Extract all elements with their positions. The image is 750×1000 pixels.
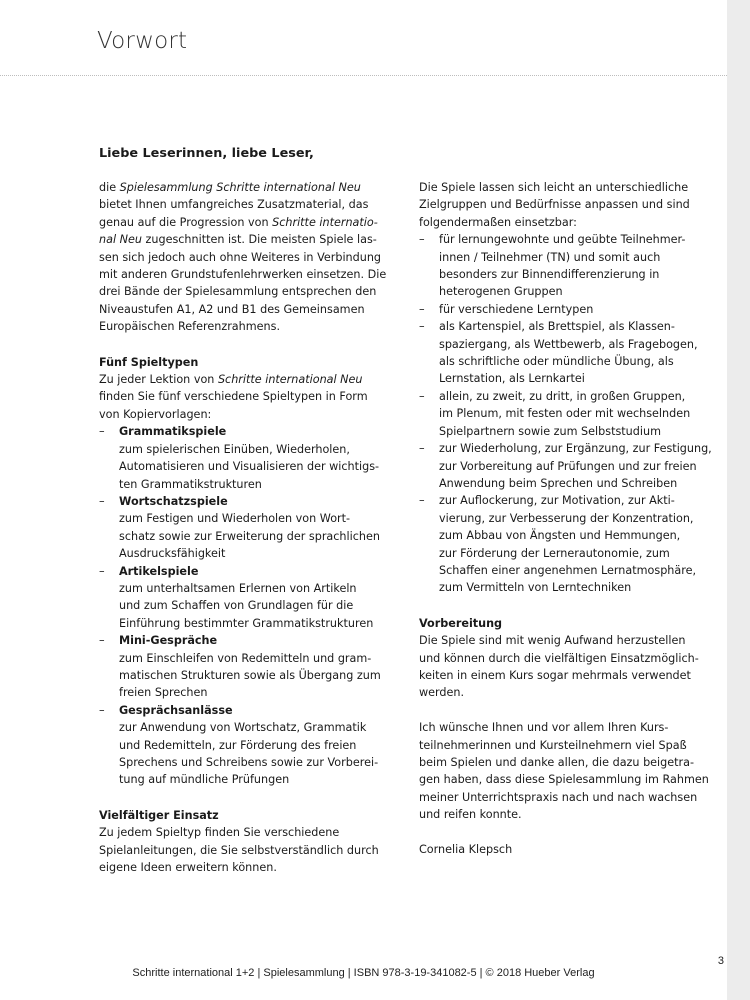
spieltyp-name: Artikelspiele xyxy=(119,564,199,578)
spieltyp-name: Gesprächsanlässe xyxy=(119,703,233,717)
usage-item xyxy=(419,301,709,318)
signature: Cornelia Klepsch xyxy=(419,843,513,856)
text-line: Schaffen einer angenehmen Lernatmosphäre, xyxy=(439,563,697,577)
text-line: Spielanleitungen, die Sie selbstverständlich durch xyxy=(99,843,379,857)
text-line: Die Spiele sind mit wenig Aufwand herzustellen xyxy=(419,634,686,648)
dash-bullet: – xyxy=(419,494,425,508)
spieltyp-item xyxy=(99,632,385,702)
usage-item xyxy=(419,440,712,492)
text-line: Zu jeder Lektion von Schritte international Neu xyxy=(99,373,363,387)
spieltyp-name: Mini-Gespräche xyxy=(119,634,218,648)
text-line: zur Förderung der Lernerautonomie, zum xyxy=(439,546,670,560)
text-line: Anwendung beim Sprechen und Schreiben xyxy=(439,476,678,490)
text-line: zur Anwendung von Wortschatz, Grammatik xyxy=(119,721,367,735)
page-margin-strip xyxy=(727,0,750,1000)
right-column xyxy=(419,179,712,858)
text-line: meiner Unterrichtspraxis nach und nach wachsen xyxy=(419,790,698,804)
text-line: keiten in einem Kurs sogar mehrmals verwendet xyxy=(419,668,691,682)
spieltyp-item xyxy=(99,423,385,493)
dash-bullet: – xyxy=(99,564,105,578)
greeting: Liebe Leserinnen, liebe Leser, xyxy=(99,146,314,161)
text-line: bietet Ihnen umfangreiches Zusatzmaterial, das xyxy=(99,198,369,212)
text-line: besonders zur Binnendifferenzierung in xyxy=(439,268,660,282)
usage-item xyxy=(419,318,709,388)
spieltyp-item xyxy=(99,702,385,789)
dash-bullet: – xyxy=(419,442,425,456)
footer-imprint: Schritte international 1+2 | Spielesammlung | ISBN 978-3-19-341082-5 | © 2018 Hueber Verlag xyxy=(132,967,595,979)
text-line: Einführung bestimmter Grammatikstrukturen xyxy=(119,616,374,630)
text-line: teilnehmerinnen und Kursteilnehmern viel Spaß xyxy=(419,738,687,752)
usage-item xyxy=(419,492,709,596)
left-column xyxy=(99,179,385,876)
text-line: allein, zu zweit, zu dritt, in großen Gruppen, xyxy=(439,389,686,403)
text-line: beim Spielen und danke allen, die dazu beigetra- xyxy=(419,755,695,769)
text-line: zum Einschleifen von Redemitteln und gram- xyxy=(119,651,372,665)
text-line: und können durch die vielfältigen Einsatzmöglich- xyxy=(419,651,699,665)
text-line: und zum Schaffen von Grundlagen für die xyxy=(119,599,354,613)
text-line: nal Neu zugeschnitten ist. Die meisten Spiele las- xyxy=(99,233,377,247)
spieltyp-item xyxy=(99,563,385,633)
text-line: drei Bände der Spielesammlung entsprechen den xyxy=(99,285,377,299)
text-line: vierung, zur Verbesserung der Konzentration, xyxy=(439,511,694,525)
section-heading-vorbereitung: Vorbereitung xyxy=(419,616,503,630)
dash-bullet: – xyxy=(419,233,425,247)
text-line: zum Vermitteln von Lerntechniken xyxy=(439,581,632,595)
text-line: Ich wünsche Ihnen und vor allem Ihren Kurs- xyxy=(419,721,669,735)
section-heading-spieltypen: Fünf Spieltypen xyxy=(99,355,199,369)
text-line: für verschiedene Lerntypen xyxy=(439,302,594,316)
text-line: Ausdrucksfähigkeit xyxy=(119,547,226,561)
text-line: zum Abbau von Ängsten und Hemmungen, xyxy=(439,529,681,543)
text-line: schatz sowie zur Erweiterung der sprachlichen xyxy=(119,529,380,543)
text-line: innen / Teilnehmer (TN) und somit auch xyxy=(439,250,661,264)
text-line: von Kopiervorlagen: xyxy=(99,407,212,421)
text-line: als schriftliche oder mündliche Übung, als xyxy=(439,355,674,369)
text-line: und reifen konnte. xyxy=(419,808,522,822)
text-line: zum spielerischen Einüben, Wiederholen, xyxy=(119,442,350,456)
text-line: mit anderen Grundstufenlehrwerken einsetzen. Die xyxy=(99,268,387,282)
text-line: für lernungewohnte und geübte Teilnehmer- xyxy=(439,233,686,247)
page-number: 3 xyxy=(717,955,724,967)
text-line: gen haben, dass diese Spielesammlung im Rahmen xyxy=(419,773,709,787)
spieltyp-name: Grammatikspiele xyxy=(119,425,227,439)
text-line: zum unterhaltsamen Erlernen von Artikeln xyxy=(119,581,357,595)
dash-bullet: – xyxy=(99,703,105,717)
text-line: Spielpartnern sowie zum Selbststudium xyxy=(439,424,661,438)
dash-bullet: – xyxy=(99,634,105,648)
dash-bullet: – xyxy=(99,425,105,439)
dash-bullet: – xyxy=(99,494,105,508)
dash-bullet: – xyxy=(419,302,425,316)
text-line: freien Sprechen xyxy=(119,686,208,700)
text-line: spaziergang, als Wettbewerb, als Fragebogen, xyxy=(439,337,698,351)
text-line: heterogenen Gruppen xyxy=(439,285,563,299)
text-line: zur Vorbereitung auf Prüfungen und zur freien xyxy=(439,459,697,473)
text-line: Lernstation, als Lernkartei xyxy=(439,372,585,386)
text-line: Zu jedem Spieltyp finden Sie verschiedene xyxy=(99,826,340,840)
text-line: genau auf die Progression von Schritte internatio- xyxy=(99,215,378,229)
text-line: eigene Ideen erweitern können. xyxy=(99,861,277,875)
intro-paragraph xyxy=(99,179,385,336)
text-line: im Plenum, mit festen oder mit wechselnden xyxy=(439,407,691,421)
text-line: zur Wiederholung, zur Ergänzung, zur Festigung, xyxy=(439,442,712,456)
text-line: ten Grammatikstrukturen xyxy=(119,477,262,491)
text-line: Niveaustufen A1, A2 und B1 des Gemeinsamen xyxy=(99,302,365,316)
text-line: die Spielesammlung Schritte international Neu xyxy=(99,181,361,194)
text-line: Europäischen Referenzrahmens. xyxy=(99,320,280,334)
text-line: als Kartenspiel, als Brettspiel, als Klassen- xyxy=(439,320,675,334)
text-line: tung auf mündliche Prüfungen xyxy=(119,773,290,787)
title-divider xyxy=(0,75,727,76)
page-title: Vorwort xyxy=(97,28,188,54)
spieltyp-name: Wortschatzspiele xyxy=(119,494,228,508)
text-line: Automatisieren und Visualisieren der wichtigs- xyxy=(119,460,380,474)
text-line: werden. xyxy=(419,686,465,700)
text-line: folgendermaßen einsetzbar: xyxy=(419,215,577,229)
dash-bullet: – xyxy=(419,320,425,334)
dash-bullet: – xyxy=(419,389,425,403)
text-line: zum Festigen und Wiederholen von Wort- xyxy=(119,512,351,526)
text-line: und Redemitteln, zur Förderung des freien xyxy=(119,738,357,752)
usage-item xyxy=(419,388,709,440)
text-line: finden Sie fünf verschiedene Spieltypen in Form xyxy=(99,390,368,404)
text-line: Zielgruppen und Bedürfnisse anpassen und sind xyxy=(419,198,690,212)
text-line: Sprechens und Schreibens sowie zur Vorberei- xyxy=(119,756,379,769)
text-line: Die Spiele lassen sich leicht an unterschiedliche xyxy=(419,181,689,194)
text-line: matischen Strukturen sowie als Übergang zum xyxy=(119,668,381,682)
spieltyp-item xyxy=(99,493,385,563)
text-line: sen sich jedoch auch ohne Weiteres in Verbindung xyxy=(99,250,382,264)
section-heading-einsatz: Vielfältiger Einsatz xyxy=(99,808,219,822)
text-line: zur Auflockerung, zur Motivation, zur Akti- xyxy=(439,494,675,508)
usage-item xyxy=(419,231,709,301)
